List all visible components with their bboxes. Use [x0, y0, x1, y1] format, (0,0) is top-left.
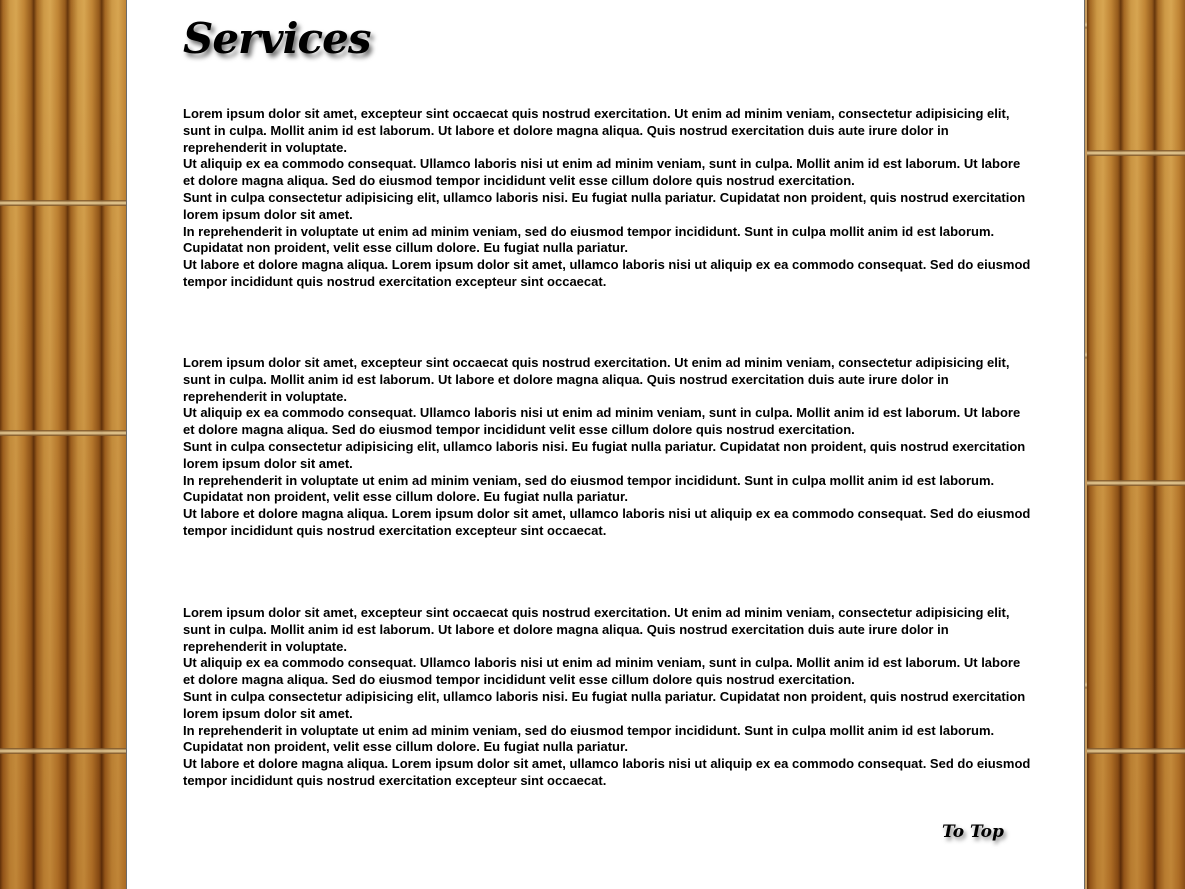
bamboo-background-left [0, 0, 126, 889]
bamboo-node [1087, 150, 1185, 156]
paragraph: Ut labore et dolore magna aliqua. Lorem ipsum dolor sit amet, ullamco laboris nisi ut aliquip ex ea commodo consequat. Sed do eiusmod tempor incididunt quis nostrud exercitation excepteur sint occaecat. [183, 756, 1031, 788]
bamboo-node [0, 748, 126, 754]
text-section [183, 605, 1033, 790]
bamboo-node [1087, 480, 1185, 486]
paragraph: Ut aliquip ex ea commodo consequat. Ullamco laboris nisi ut enim ad minim veniam, sunt in culpa. Mollit anim id est laborum. Ut labore et dolore magna aliqua. Sed do eiusmod tempor incididunt velit esse cillum dolore quis nostrud exercitation. [183, 156, 1021, 189]
bamboo-node [0, 430, 126, 436]
paragraph: Lorem ipsum dolor sit amet, excepteur sint occaecat quis nostrud exercitation. Ut enim ad minim veniam, consectetur adipisicing elit, sunt in culpa. Mollit anim id est laborum. Ut labore et dolore magna aliqua. Quis nostrud exercitation duis aute irure dolor in reprehenderit in voluptate. [183, 106, 1010, 155]
bamboo-node [0, 200, 126, 206]
paragraph: Ut aliquip ex ea commodo consequat. Ullamco laboris nisi ut enim ad minim veniam, sunt in culpa. Mollit anim id est laborum. Ut labore et dolore magna aliqua. Sed do eiusmod tempor incididunt velit esse cillum dolore quis nostrud exercitation. [183, 405, 1021, 438]
paragraph: In reprehenderit in voluptate ut enim ad minim veniam, sed do eiusmod tempor incididunt. Sunt in culpa mollit anim id est laborum. Cupidatat non proident, velit esse cillum dolore. Eu fugiat nulla pariatur. [183, 722, 995, 755]
page-title: Services [183, 14, 371, 63]
paragraph: Sunt in culpa consectetur adipisicing elit, ullamco laboris nisi. Eu fugiat nulla pariatur. Cupidatat non proident, quis nostrud exercitation lorem ipsum dolor sit amet. [183, 438, 1026, 471]
paragraph: Sunt in culpa consectetur adipisicing elit, ullamco laboris nisi. Eu fugiat nulla pariatur. Cupidatat non proident, quis nostrud exercitation lorem ipsum dolor sit amet. [183, 189, 1026, 222]
to-top-link[interactable]: To Top [942, 822, 1004, 842]
paragraph: Ut labore et dolore magna aliqua. Lorem ipsum dolor sit amet, ullamco laboris nisi ut aliquip ex ea commodo consequat. Sed do eiusmod tempor incididunt quis nostrud exercitation excepteur sint occaecat. [183, 506, 1031, 538]
paragraph: Ut labore et dolore magna aliqua. Lorem ipsum dolor sit amet, ullamco laboris nisi ut aliquip ex ea commodo consequat. Sed do eiusmod tempor incididunt quis nostrud exercitation excepteur sint occaecat. [183, 257, 1031, 289]
bamboo-node [1087, 748, 1185, 754]
paragraph: Lorem ipsum dolor sit amet, excepteur sint occaecat quis nostrud exercitation. Ut enim ad minim veniam, consectetur adipisicing elit, sunt in culpa. Mollit anim id est laborum. Ut labore et dolore magna aliqua. Quis nostrud exercitation duis aute irure dolor in reprehenderit in voluptate. [183, 355, 1010, 404]
bamboo-background-right [1087, 0, 1185, 889]
paragraph: In reprehenderit in voluptate ut enim ad minim veniam, sed do eiusmod tempor incididunt. Sunt in culpa mollit anim id est laborum. Cupidatat non proident, velit esse cillum dolore. Eu fugiat nulla pariatur. [183, 223, 995, 256]
paragraph: Sunt in culpa consectetur adipisicing elit, ullamco laboris nisi. Eu fugiat nulla pariatur. Cupidatat non proident, quis nostrud exercitation lorem ipsum dolor sit amet. [183, 688, 1026, 721]
paragraph: Ut aliquip ex ea commodo consequat. Ullamco laboris nisi ut enim ad minim veniam, sunt in culpa. Mollit anim id est laborum. Ut labore et dolore magna aliqua. Sed do eiusmod tempor incididunt velit esse cillum dolore quis nostrud exercitation. [183, 655, 1021, 688]
paragraph: In reprehenderit in voluptate ut enim ad minim veniam, sed do eiusmod tempor incididunt. Sunt in culpa mollit anim id est laborum. Cupidatat non proident, velit esse cillum dolore. Eu fugiat nulla pariatur. [183, 472, 995, 505]
content-panel [126, 0, 1085, 889]
text-section [183, 355, 1033, 540]
text-section [183, 106, 1033, 291]
paragraph: Lorem ipsum dolor sit amet, excepteur sint occaecat quis nostrud exercitation. Ut enim ad minim veniam, consectetur adipisicing elit, sunt in culpa. Mollit anim id est laborum. Ut labore et dolore magna aliqua. Quis nostrud exercitation duis aute irure dolor in reprehenderit in voluptate. [183, 605, 1010, 654]
